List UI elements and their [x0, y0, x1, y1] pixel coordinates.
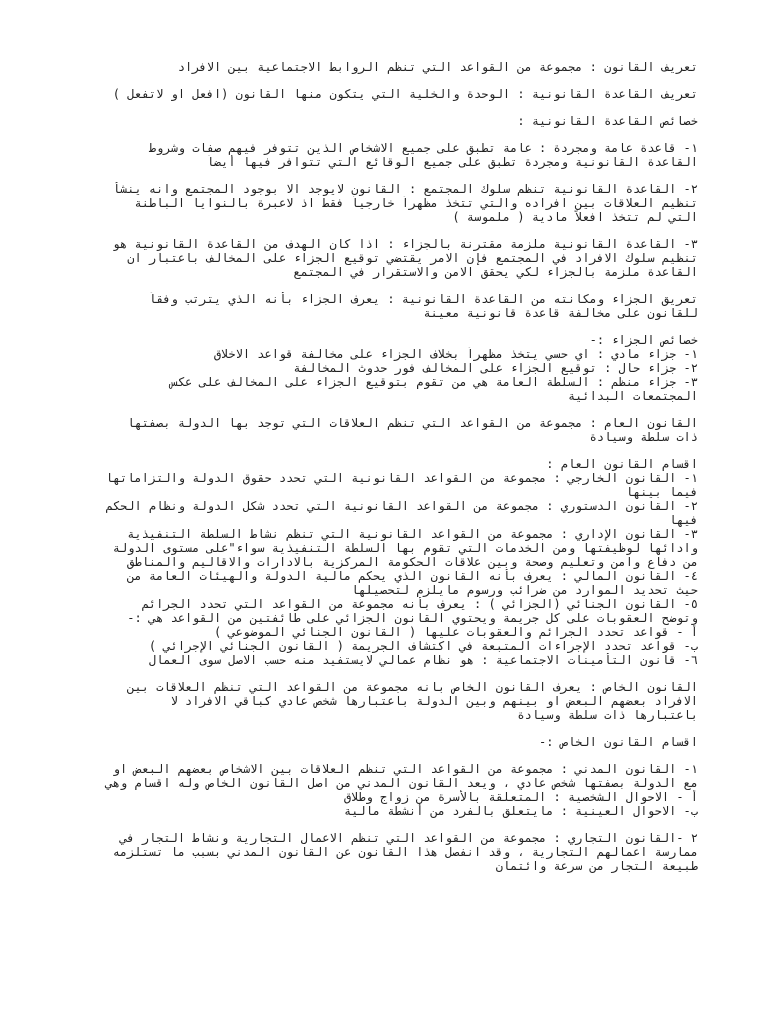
text-line: ١- القانون المدني : مجموعة من القواعد التي تنظم العلاقات بين الاشخاص بعضهم البعض او	[112, 762, 698, 776]
text-line: ٢- جزاء حال : توقيع الجزاء على المخالف فور حدوث المخالفة	[293, 361, 698, 375]
paragraph	[68, 457, 698, 667]
text-line: ٤- القانون المالي : يعرف بأنه القانون الذي يحكم مالية الدولة والهيئات العامة من	[127, 569, 698, 583]
paragraph	[68, 333, 698, 403]
text-line: خصائص القاعدة القانونية :	[517, 114, 698, 128]
text-line: ٦- قانون التأمينات الاجتماعية : هو نظام عمالي لايستفيد منه حسب الاصل سوى العمال	[148, 653, 698, 667]
text-line: ٣- القانون الإداري : مجموعة من القواعد القانونية التي تنظم نشاط السلطة التنفيذية	[127, 527, 698, 541]
text-line: ٥- القانون الجنائي (الجزائي ) : يعرف بأنه مجموعة من القواعد التي تحدد الجرائم	[141, 597, 698, 611]
text-line: طبيعة التجار من سرعة وائتمان	[495, 859, 698, 873]
text-line: التي لم تتخذ افعلاً مادية ( ملموسة )	[452, 210, 698, 224]
text-line: تنظيم العلاقات بين افراده والتي تتخذ مظهراً خارجياً فقط اذ لاعبرة بالنوايا الباطنة	[134, 196, 698, 210]
text-line: تعريق الجزاء ومكانته من القاعدة القانونية : يعرف الجزاء بأنه الذي يترتب وفقاً	[148, 292, 698, 306]
text-line: فيما بينها	[625, 485, 698, 499]
paragraph	[68, 762, 698, 818]
document-page	[68, 60, 698, 886]
paragraph	[68, 237, 698, 279]
text-line: الافراد بعضهم البعض او بينهم وبين الدولة باعتبارها شخص عادي كباقي الافراد لا	[170, 694, 698, 708]
paragraph	[68, 141, 698, 169]
text-line: للقانون على مخالفة قاعدة قانونية معينة	[423, 306, 698, 320]
text-line: اقسام القانون الخاص :-	[539, 735, 698, 749]
paragraph	[68, 831, 698, 873]
text-line: القانون العام : مجموعة من القواعد التي تنظم العلاقات التي توجد بها الدولة بصفتها	[127, 416, 698, 430]
text-line: القانون الخاص : يعرف القانون الخاص بانه مجموعة من القواعد التي تنظم العلاقات بين	[127, 680, 698, 694]
text-line: تنظيم سلوك الافراد في المجتمع فإن الامر يقتضي توقيع الجزاء على المخالف باعتبار ان	[127, 251, 698, 265]
text-line: اقسام القانون العام :	[546, 457, 698, 471]
paragraph	[68, 182, 698, 224]
text-line: مع الدولة بصفتها شخص عادي ، ويعد القانون المدني من اصل القانون الخاص وله اقسام وهي	[105, 776, 698, 790]
paragraph	[68, 114, 698, 128]
text-line: ٢- القانون الدستوري : مجموعة من القواعد القانونية التي تحدد شكل الدولة ونظام الحكم	[105, 499, 698, 513]
text-line: وادائها لوظيفتها ومن الخدمات التي تقوم بها السلطة التنفيذية سواء"على مستوى الدولة	[112, 541, 698, 555]
paragraph	[68, 292, 698, 320]
text-line: ٢- القاعدة القانونية تنظم سلوك المجتمع : القانون لايوجد الا بوجود المجتمع وانه ينشأ	[112, 182, 698, 196]
text-line: تعريف القاعدة القانونية : الوحدة والخلية التي يتكون منها القانون (افعل او لاتفعل )	[112, 87, 698, 101]
text-line: القاعدة ملزمة بالجزاء لكي يحقق الامن والاستقرار في المجتمع	[293, 265, 698, 279]
text-line: ٢ -القانون التجاري : مجموعة من القواعد التي تنظم الاعمال التجارية ونشاط التجار في	[120, 831, 698, 845]
text-line: باعتبارها ذات سلطة وسيادة	[517, 708, 698, 722]
text-line: من دفاع وامن وتعليم وصحة وبين علاقات الحكومة المركزية بالادارات والاقاليم والمناطق	[127, 555, 698, 569]
text-line: أ - قواعد تحدد الجرائم والعقوبات عليها ( القانون الجنائي الموضوعي )	[213, 625, 698, 639]
paragraph	[68, 416, 698, 444]
text-line: أ - الاحوال الشخصية : المتعلقة بالأسرة من زواج وطلاق	[343, 790, 698, 804]
text-line: القاعدة القانونية ومجردة تطبق على جميع الوقائع التي تتوافر فيها أيضاً	[206, 155, 698, 169]
paragraph	[68, 680, 698, 722]
text-line: ١- القانون الخارجي : مجموعة من القواعد القانونية التي تحدد حقوق الدولة والتزاماتها	[105, 471, 698, 485]
text-line: فيها	[669, 513, 698, 527]
paragraph	[68, 60, 698, 74]
text-line: ٣- القاعدة القانونية ملزمة مقترنة بالجزاء : اذا كان الهدف من القاعدة القانونية هو	[112, 237, 698, 251]
text-line: وتوضح العقوبات على كل جريمة ويحتوي القانون الجزائي على طائفتين من القواعد هي :-	[127, 611, 698, 625]
text-line: ب- قواعد تحدد الإجراءات المتبعة في اكتشاف الجريمة ( القانون الجنائي الإجرائي )	[148, 639, 698, 653]
paragraph	[68, 735, 698, 749]
text-line: ب- الاحوال العينية : مايتعلق بالفرد من أنشطة مالية	[343, 804, 698, 818]
text-line: خصائص الجزاء :-	[589, 333, 698, 347]
text-line: ممارسة اعمالهم التجارية ، وقد انفصل هذا القانون عن القانون المدني بسبب ما تستلزمه	[112, 845, 698, 859]
text-line: ١- جزاء مادي : اي حسي يتخذ مظهراً بخلاف الجزاء على مخالفة قواعد الاخلاق	[213, 347, 698, 361]
text-line: ذات سلطة وسيادة	[589, 430, 698, 444]
text-line: حيث تحديد الموارد من ضرائب ورسوم مايلزم لتحصيلها	[351, 583, 698, 597]
text-line: ١- قاعدة عامة ومجردة : عامة تطبق على جميع الاشخاص الذين تتوفر فيهم صفات وشروط	[148, 141, 698, 155]
text-line: تعريف القانون : مجموعة من القواعد التي تنظم الروابط الاجتماعية بين الافراد	[177, 60, 698, 74]
text-line: ٣- جزاء منظم : السلطة العامة هي من تقوم بتوقيع الجزاء على المخالف على عكس	[170, 375, 698, 389]
paragraph	[68, 87, 698, 101]
text-line: المجتمعات البدائية	[567, 389, 698, 403]
